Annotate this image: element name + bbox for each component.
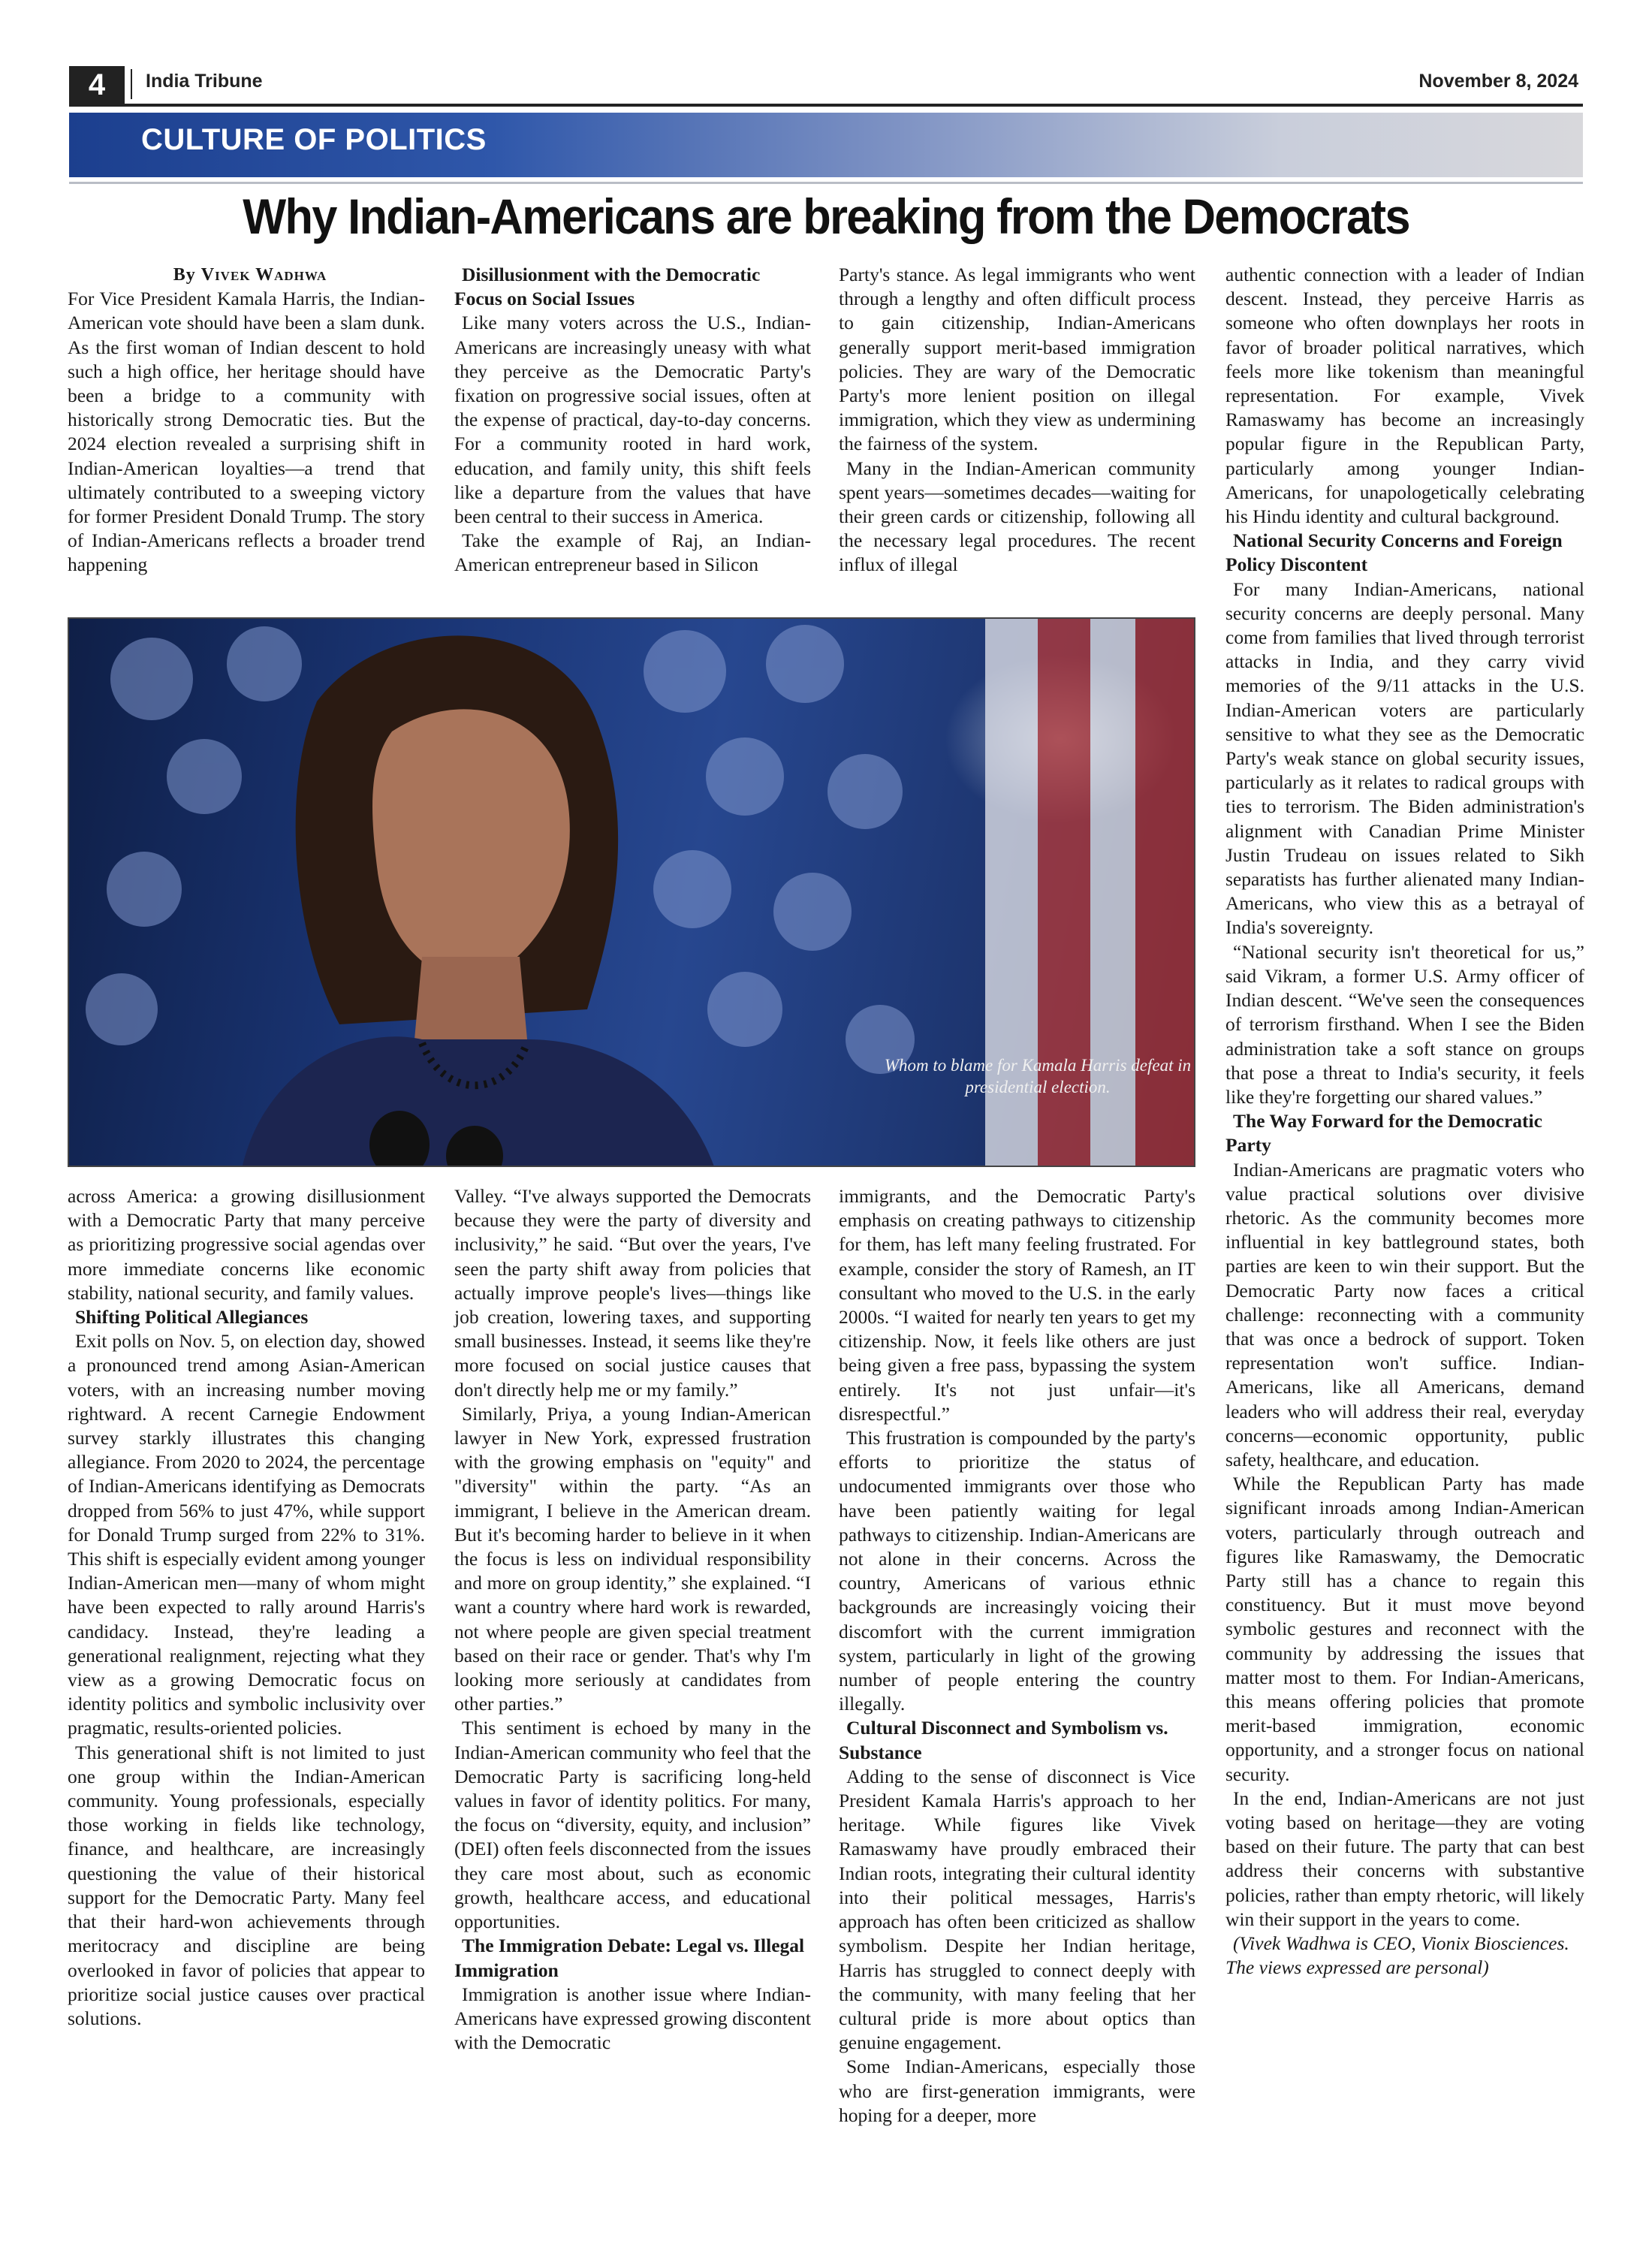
publication-name: India Tribune bbox=[146, 71, 263, 92]
byline-author: Vivek Wadhwa bbox=[200, 265, 327, 285]
byline bbox=[68, 263, 425, 287]
paragraph: Some Indian-Americans, especially those who are first-generation immigrants, were hoping for a deeper, more bbox=[839, 2055, 1195, 2126]
paragraph: Similarly, Priya, a young Indian-American lawyer in New York, expressed frustration with the growing emphasis on "equity" and "diversity" within the party. “As an immigrant, I believe in the American dream. But it's becoming harder to believe in it when the focus is less on individual responsibility and more on group identity,” she explained. “I want a country where hard work is rewarded, not where people are given special treatment based on their race or gender. That's why I'm looking more seriously at candidates from other parties.” bbox=[454, 1402, 811, 1715]
paragraph: This sentiment is echoed by many in the Indian-American community who feel that the Democratic Party is sacrificing long-held values in favor of identity politics. For many, the focus on “diversity, equity, and inclusion” (DEI) often feels disconnected from the issues they care most about, such as economic growth, healthcare access, and educational opportunities. bbox=[454, 1717, 811, 1933]
section-banner bbox=[69, 113, 1583, 177]
paragraph: For many Indian-Americans, national security concerns are deeply personal. Many come from families that lived through terrorist attacks in India, and they carry vivid memories of the 9/11 attacks in the U.S. Indian-American voters are particularly sensitive to what they see as the Democratic Party's weak stance on global security issues, particularly as it relates to radical groups with ties to terrorism. The Biden administration's alignment with Canadian Prime Minister Justin Trudeau on issues related to Sikh separatists has further alienated many Indian-Americans, who view this as a betrayal of India's sovereignty. bbox=[1225, 578, 1584, 939]
header-separator bbox=[131, 69, 132, 99]
paragraph: Exit polls on Nov. 5, on election day, showed a pronounced trend among Asian-American voters, with an increasing number moving rightward. A recent Carnegie Endowment survey starkly illustrates this changing allegiance. From 2020 to 2024, the percentage of Indian-Americans identifying as Democrats dropped from 56% to just 47%, while support for Donald Trump surged from 22% to 31%. This shift is especially evident among younger Indian-American men—many of whom might have been expected to rally around Harris's candidacy. Instead, they're leading a generational realignment, rejecting what they view as a growing Democratic focus on identity politics and symbolic inclusivity over pragmatic, results-oriented policies. bbox=[68, 1330, 425, 1739]
headline: Why Indian-Americans are breaking from the Democrats bbox=[243, 189, 1409, 244]
paragraph: Like many voters across the U.S., Indian-Americans are increasingly uneasy with what they perceive as the Democratic Party's fixation on progressive social issues, often at the expense of practical, day-to-day concerns. For a community rooted in hard work, education, and family unity, this shift feels like a departure from the values that have been central to their success in America. bbox=[454, 312, 811, 528]
paragraph: across America: a growing disillusionment with a Democratic Party that many perceive as prioritizing progressive social agendas over more immediate concerns like economic stability, national security, and family values. bbox=[68, 1185, 425, 1304]
publication-date: November 8, 2024 bbox=[1418, 71, 1578, 92]
section-title: CULTURE OF POLITICS bbox=[141, 123, 487, 156]
column-1-bottom bbox=[68, 1184, 425, 2031]
header-rule bbox=[69, 104, 1583, 107]
article-photo bbox=[68, 617, 1195, 1167]
paragraph: Adding to the sense of disconnect is Vice President Kamala Harris's approach to her heritage. While figures like Vivek Ramaswamy have proudly embraced their Indian roots, integrating their cultural identity into their political messages, Harris's approach has often been criticized as shallow symbolism. Despite her Indian heritage, Harris has struggled to connect deeply with the community, with many feeling that her cultural pride is more about optics than genuine engagement. bbox=[839, 1765, 1195, 2054]
paragraph: Party's stance. As legal immigrants who went through a lengthy and often difficult process to gain citizenship, Indian-Americans generally support merit-based immigration policies. They are wary of the Democratic Party's more lenient position on illegal immigration, which they view as undermining the fairness of the system. bbox=[839, 264, 1195, 455]
paragraph: immigrants, and the Democratic Party's emphasis on creating pathways to citizenship for them, has left many feeling frustrated. For example, consider the story of Ramesh, an IT consultant who moved to the U.S. in the early 2000s. “I waited for nearly ten years to get my citizenship. Now, it feels like others are just being given a free pass, bypassing the system entirely. It's not just unfair—it's disrespectful.” bbox=[839, 1185, 1195, 1425]
paragraph: Immigration is another issue where Indian-Americans have expressed growing discontent with the Democratic bbox=[454, 1983, 811, 2054]
column-2-top bbox=[454, 263, 811, 578]
column-2-bottom bbox=[454, 1184, 811, 2055]
paragraph: authentic connection with a leader of Indian descent. Instead, they perceive Harris as someone who often downplays her roots in favor of broader political narratives, which feels more like tokenism than meaningful representation. For example, Vivek Ramaswamy has become an increasingly popular figure in the Republican Party, particularly among younger Indian-Americans, for unapologetically celebrating his Hindu identity and cultural background. bbox=[1225, 264, 1584, 528]
paragraph: While the Republican Party has made significant inroads among Indian-American voters, particularly through outreach and figures like Ramaswamy, the Democratic Party still has a chance to regain this constituency. But it must move beyond symbolic gestures and reconnect with the community by addressing the issues that matter most to them. For Indian-Americans, this means offering policies that promote merit-based immigration, economic opportunity, and a stronger focus on national security. bbox=[1225, 1473, 1584, 1785]
subheading: Cultural Disconnect and Symbolism vs. Substance bbox=[839, 1717, 1168, 1763]
column-1-top bbox=[68, 263, 425, 578]
paragraph: Many in the Indian-American community spent years—sometimes decades—waiting for their green cards or citizenship, following all the necessary legal procedures. The recent influx of illegal bbox=[839, 457, 1195, 576]
paragraph: Take the example of Raj, an Indian-American entrepreneur based in Silicon bbox=[454, 529, 811, 576]
paragraph: In the end, Indian-Americans are not just voting based on heritage—they are voting based on their future. The party that can best address their concerns with substantive policies, rather than empty rhetoric, will likely win their support in the years to come. bbox=[1225, 1787, 1584, 1930]
subheading: Disillusionment with the Democratic Focus on Social Issues bbox=[454, 264, 761, 310]
byline-prefix: By bbox=[173, 265, 196, 285]
section-rule bbox=[69, 182, 1583, 184]
page-number: 4 bbox=[69, 66, 125, 104]
column-3-top bbox=[839, 263, 1195, 578]
paragraph: Valley. “I've always supported the Democrats because they were the party of diversity and inclusivity,” he said. “But over the years, I've seen the party shift away from policies that actually improve people's lives—things like job creation, lowering taxes, and supporting small businesses. Instead, it seems like they're more focused on social justice causes that don't directly help me or my family.” bbox=[454, 1185, 811, 1401]
subheading: Shifting Political Allegiances bbox=[75, 1306, 309, 1329]
column-4 bbox=[1225, 263, 1584, 1980]
paragraph: For Vice President Kamala Harris, the Indian-American vote should have been a slam dunk. As the first woman of Indian descent to hold such a high office, her heritage should have been a bridge to a community with historically strong Democratic ties. But the 2024 election revealed a surprising shift in Indian-American loyalties—a trend that ultimately contributed to a sweeping victory for former President Donald Trump. The story of Indian-Americans reflects a broader trend happening bbox=[68, 288, 425, 576]
photo-caption: Whom to blame for Kamala Harris defeat in presidential election. bbox=[884, 1056, 1192, 1096]
paragraph: “National security isn't theoretical for us,” said Vikram, a former U.S. Army officer of Indian descent. “We've seen the consequences of terrorism firsthand. When I see the Biden administration take a soft stance on groups that pose a threat to India's security, it feels like they're forgetting our shared values.” bbox=[1225, 940, 1584, 1108]
paragraph: This frustration is compounded by the party's efforts to prioritize the status of undocumented immigrants over those who have been patiently waiting for legal pathways to citizenship. Indian-Americans are not alone in their concerns. Across the country, Americans of various ethnic backgrounds are increasingly voicing their discomfort with the current immigration system, particularly in light of the growing number of people entering the country illegally. bbox=[839, 1427, 1195, 1715]
paragraph: This generational shift is not limited to just one group within the Indian-American community. Young professionals, especially those working in fields like technology, finance, and healthcare, are increasingly questioning the value of their historical support for the Democratic Party. Many feel that their hard-won achievements through meritocracy and discipline are being overlooked in favor of policies that appear to prioritize social justice causes over practical solutions. bbox=[68, 1741, 425, 2029]
subheading: The Way Forward for the Democratic Party bbox=[1225, 1110, 1542, 1157]
paragraph: Indian-Americans are pragmatic voters who value practical solutions over divisive rhetoric. As the community becomes more influential in key battleground states, both parties are keen to win their support. But the Democratic Party now faces a critical challenge: reconnecting with a community that was once a bedrock of support. Token representation won't suffice. Indian-Americans, like all Americans, demand leaders who will address their real, everyday concerns—economic opportunity, public safety, healthcare, and education. bbox=[1225, 1158, 1584, 1470]
subheading: National Security Concerns and Foreign Policy Discontent bbox=[1225, 529, 1563, 576]
subheading: The Immigration Debate: Legal vs. Illegal Immigration bbox=[454, 1935, 805, 1981]
author-credit: (Vivek Wadhwa is CEO, Vionix Biosciences. The views expressed are personal) bbox=[1225, 1932, 1569, 1979]
column-3-bottom bbox=[839, 1184, 1195, 2128]
